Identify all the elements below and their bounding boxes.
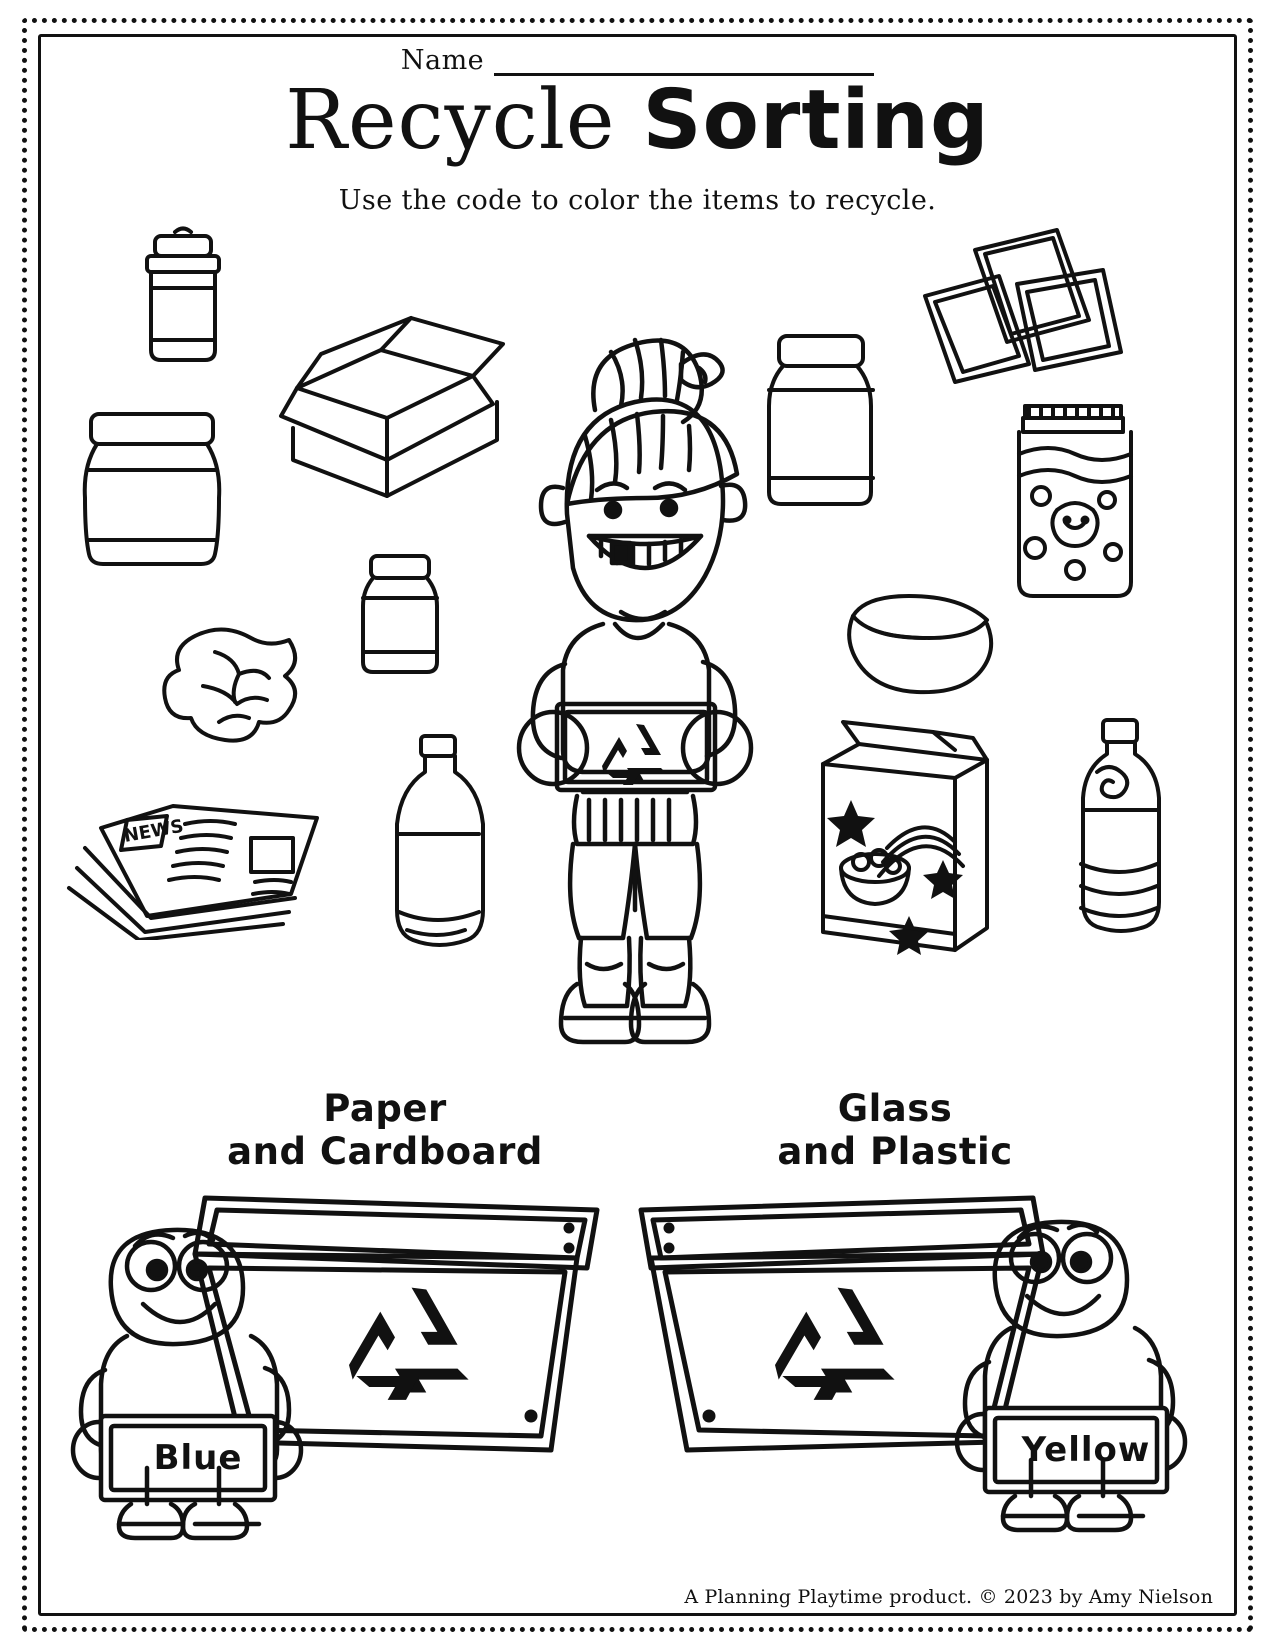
character-yellow <box>947 1210 1197 1544</box>
bin-heading-glass-plastic <box>665 1088 1125 1173</box>
item-glass-jar-lid <box>123 222 243 372</box>
name-row <box>0 45 1275 76</box>
bin-heading-line1: Paper <box>323 1087 447 1130</box>
items-area <box>45 218 1230 1008</box>
bin-heading-line2: and Plastic <box>777 1129 1013 1173</box>
item-kid-character <box>485 324 785 1104</box>
bins-section <box>45 1070 1230 1590</box>
title-part-recycle: Recycle <box>285 73 616 168</box>
item-water-bottle <box>1067 716 1177 936</box>
item-cereal-box <box>783 720 1003 960</box>
character-blue <box>69 1218 309 1552</box>
bin-color-word-yellow: Yellow <box>1021 1430 1151 1470</box>
item-paper-sheets <box>907 224 1127 384</box>
bin-heading-line1: Glass <box>837 1087 953 1130</box>
item-plastic-bottle <box>385 730 495 950</box>
name-input-line[interactable] <box>494 46 874 76</box>
item-milk-carton <box>995 392 1155 612</box>
title-part-sorting: Sorting <box>642 73 990 168</box>
item-newspaper <box>55 790 335 940</box>
bin-heading-paper-cardboard <box>155 1088 615 1173</box>
page-title <box>0 73 1275 168</box>
name-label: Name <box>400 45 485 76</box>
page-subtitle: Use the code to color the items to recycle. <box>338 185 937 216</box>
bin-heading-line2: and Cardboard <box>227 1129 543 1173</box>
item-cardboard-box-open <box>261 310 511 510</box>
item-small-jar <box>341 548 461 688</box>
item-crumpled-paper <box>157 618 317 758</box>
svg-text:NEWS: NEWS <box>122 815 186 847</box>
item-glass-jar-wide <box>67 404 237 574</box>
item-tin-can <box>835 586 995 696</box>
bin-color-word-blue: Blue <box>153 1438 243 1478</box>
footer-credit: A Planning Playtime product. © 2023 by Amy Nielson <box>684 1586 1213 1608</box>
